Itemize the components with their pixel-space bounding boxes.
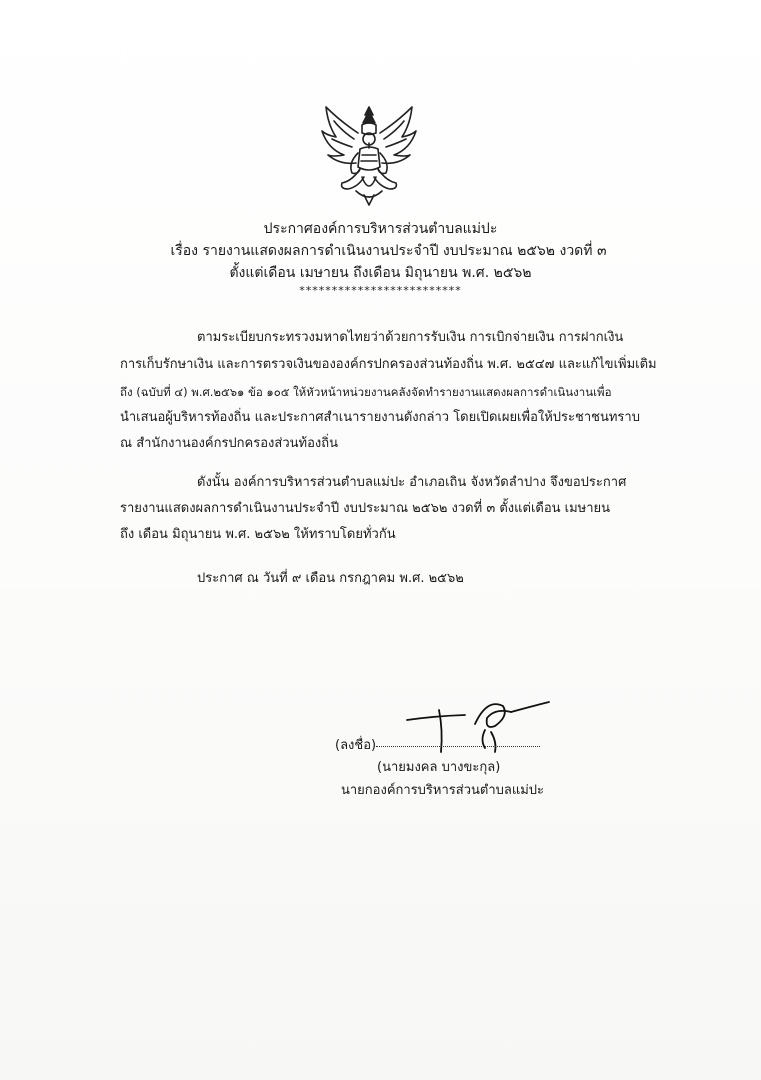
announcement-period: ตั้งแต่เดือน เมษายน ถึงเดือน มิถุนายน พ.ศ. ๒๕๖๒ — [229, 265, 532, 281]
paragraph-1-line-4: นำเสนอผู้บริหารท้องถิ่น และประกาศสำเนารายงานดังกล่าว โดยเปิดเผยเพื่อให้ประชาชนทราบ — [120, 410, 640, 425]
signature-line — [376, 746, 540, 747]
announcement-title: ประกาศองค์การบริหารส่วนตำบลแม่ปะ — [263, 221, 498, 237]
announcement-subject: เรื่อง รายงานแสดงผลการดำเนินงานประจำปี งบประมาณ ๒๕๖๒ งวดที่ ๓ — [170, 243, 607, 259]
garuda-emblem-icon — [318, 103, 420, 207]
paragraph-2-line-2: รายงานแสดงผลการดำเนินงานประจำปี งบประมาณ ๒๕๖๒ งวดที่ ๓ ตั้งแต่เดือน เมษายน — [120, 501, 611, 516]
paragraph-1-line-2: การเก็บรักษาเงิน และการตรวจเงินขององค์กรปกครองส่วนท้องถิ่น พ.ศ. ๒๕๔๗ และแก้ไขเพิ่มเติม — [120, 357, 657, 372]
signatory-position: นายกองค์การบริหารส่วนตำบลแม่ปะ — [341, 783, 545, 798]
paragraph-2-line-3: ถึง เดือน มิถุนายน พ.ศ. ๒๕๖๒ ให้ทราบโดยทั่วกัน — [120, 527, 396, 542]
signatory-name: (นายมงคล บางขะกุล) — [377, 760, 501, 775]
title-separator: ************************* — [299, 284, 462, 297]
paragraph-2-line-1: ดังนั้น องค์การบริหารส่วนตำบลแม่ปะ อำเภอเถิน จังหวัดลำปาง จึงขอประกาศ — [197, 475, 627, 490]
paragraph-1-line-1: ตามระเบียบกระทรวงมหาดไทยว่าด้วยการรับเงิน การเบิกจ่ายเงิน การฝากเงิน — [197, 330, 624, 345]
signature-label: (ลงชื่อ) — [335, 738, 377, 753]
paragraph-1-line-5: ณ สำนักงานองค์กรปกครองส่วนท้องถิ่น — [120, 436, 338, 451]
paragraph-1-line-3: ถึง (ฉบับที่ ๔) พ.ศ.๒๕๖๑ ข้อ ๑๐๕ ให้หัวหน้าหน่วยงานคลังจัดทำรายงานแสดงผลการดำเนินงานเพื่อ — [120, 385, 612, 399]
announcement-date: ประกาศ ณ วันที่ ๙ เดือน กรกฎาคม พ.ศ. ๒๕๖๒ — [197, 571, 464, 586]
